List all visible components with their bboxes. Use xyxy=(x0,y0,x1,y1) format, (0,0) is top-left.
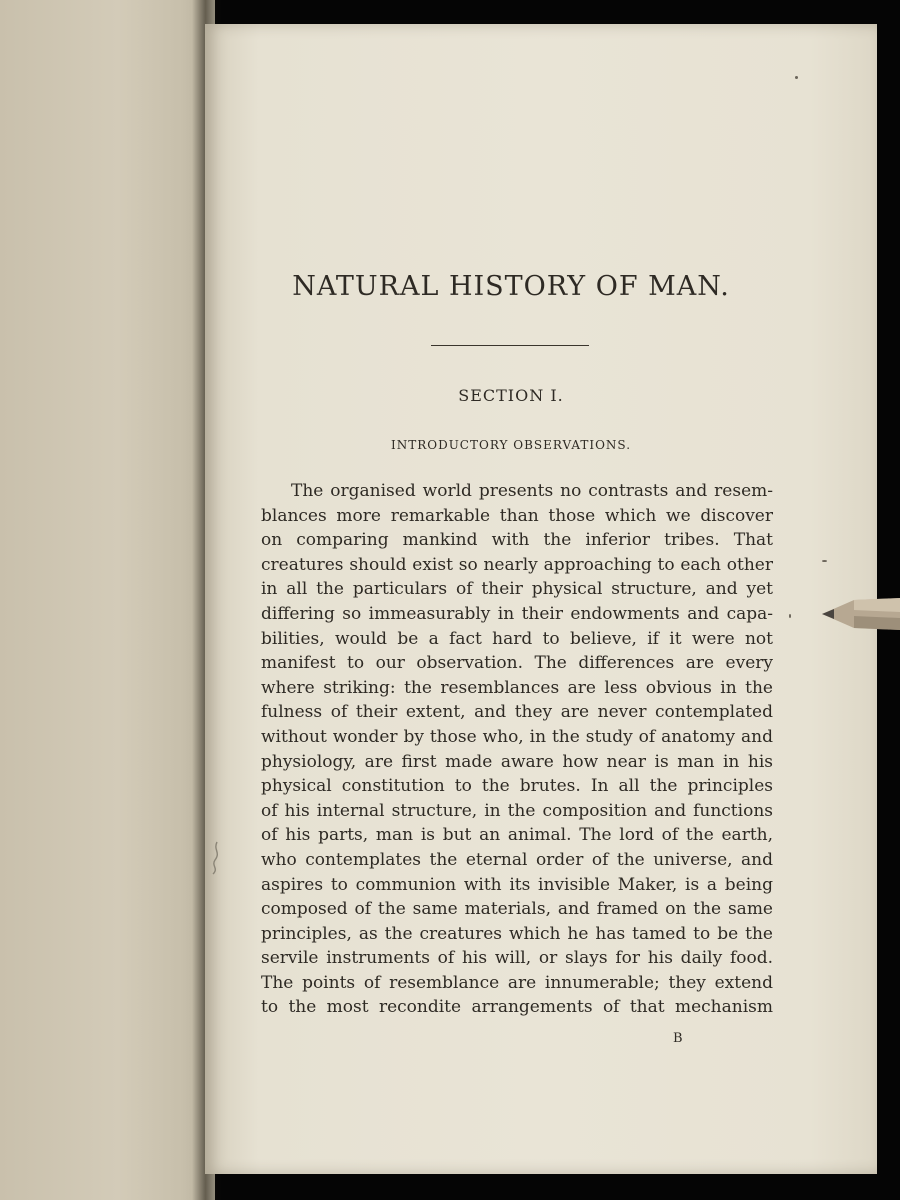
right-page xyxy=(205,24,877,1174)
body-line: composed of the same materials, and framed on the same xyxy=(261,899,773,920)
left-page xyxy=(0,0,215,1200)
signature-mark: B xyxy=(673,1031,683,1046)
body-line: blances more remarkable than those which we discover xyxy=(261,505,773,526)
body-line: physiology, are first made aware how near is man in his xyxy=(261,751,773,772)
body-line: where striking: the resemblances are less obvious in the xyxy=(261,677,773,698)
body-line: without wonder by those who, in the study of anatomy and xyxy=(261,726,773,747)
pencil-icon xyxy=(820,592,900,636)
body-line: to the most recondite arrangements of that mechanism xyxy=(261,997,773,1018)
body-line: fulness of their extent, and they are never contemplated xyxy=(261,702,773,723)
body-line: on comparing mankind with the inferior tribes. That xyxy=(261,530,773,551)
body-line: physical constitution to the brutes. In all the principles xyxy=(261,776,773,797)
body-line: bilities, would be a fact hard to believe, if it were not xyxy=(261,628,773,649)
title-rule xyxy=(431,345,589,346)
body-line: aspires to communion with its invisible Maker, is a being xyxy=(261,874,773,895)
section-subheading: INTRODUCTORY OBSERVATIONS. xyxy=(390,438,632,452)
section-heading: SECTION I. xyxy=(458,386,564,405)
body-line: creatures should exist so nearly approaching to each other xyxy=(261,554,773,575)
body-line: The points of resemblance are innumerable; they extend xyxy=(261,972,773,993)
body-line: differing so immeasurably in their endowments and capa- xyxy=(261,603,773,624)
paper-speck xyxy=(795,76,798,79)
pencil-mark xyxy=(203,838,233,878)
body-line: of his internal structure, in the composition and functions xyxy=(261,800,773,821)
body-paragraph xyxy=(261,479,773,1020)
body-line: servile instruments of his will, or slays for his daily food. xyxy=(261,948,773,969)
body-line: of his parts, man is but an animal. The lord of the earth, xyxy=(261,825,773,846)
paper-speck xyxy=(822,560,827,562)
body-line: principles, as the creatures which he has tamed to be the xyxy=(261,923,773,944)
paper-speck xyxy=(789,614,791,618)
body-line: manifest to our observation. The differences are every xyxy=(261,653,773,674)
body-line: The organised world presents no contrasts and resem- xyxy=(291,481,773,501)
page-title: NATURAL HISTORY OF MAN. xyxy=(292,271,730,302)
body-line: in all the particulars of their physical structure, and yet xyxy=(261,579,773,600)
body-line: who contemplates the eternal order of the universe, and xyxy=(261,849,773,870)
